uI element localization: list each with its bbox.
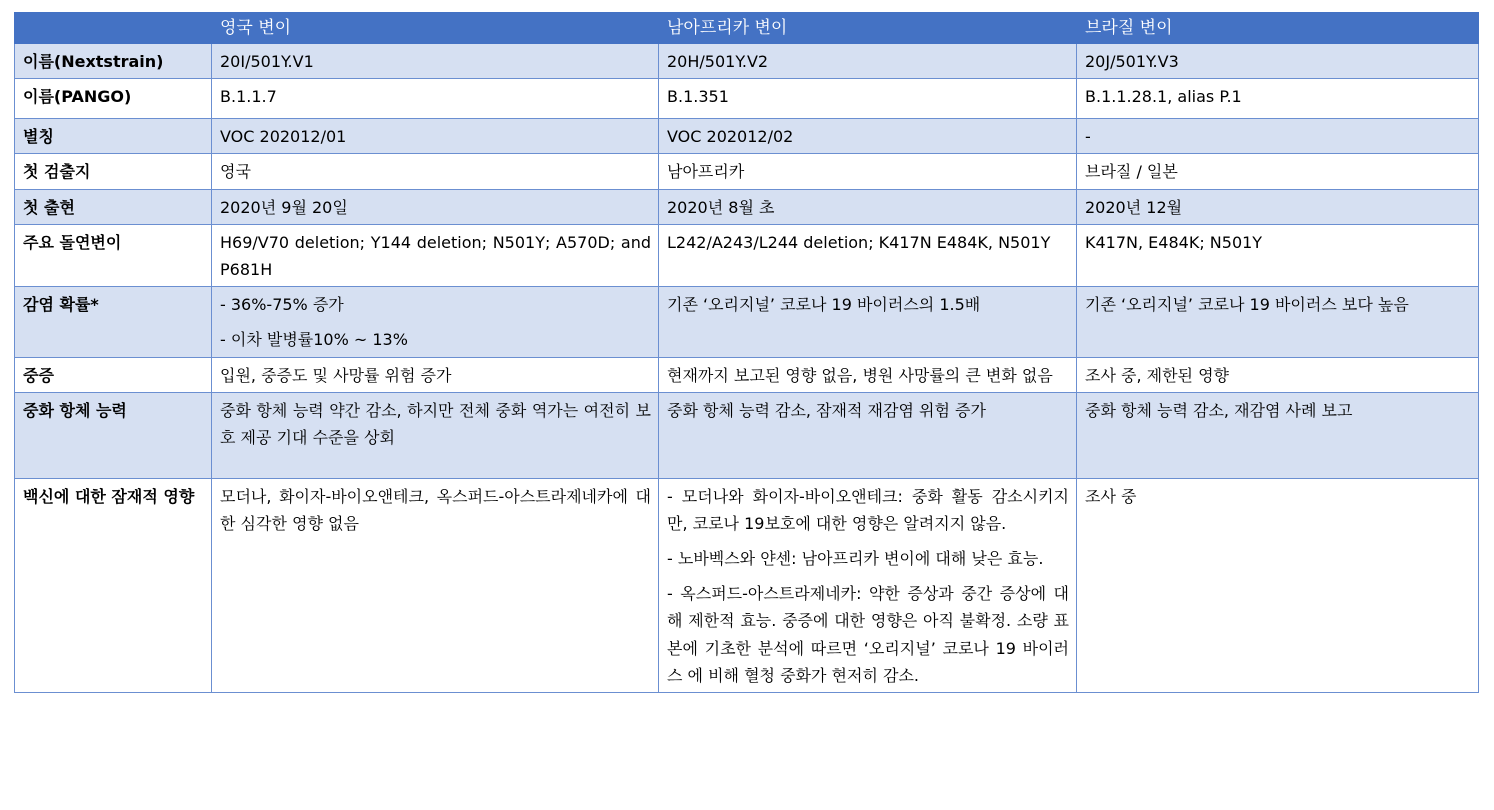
table-row [15, 44, 1479, 79]
row-label-first-emergence: 첫 출현 [15, 189, 212, 224]
row-label-key-mutations: 주요 돌연변이 [15, 224, 212, 286]
list-item: - 36%-75% 증가 [220, 295, 344, 315]
cell-br: B.1.1.28.1, alias P.1 [1077, 79, 1479, 119]
cell-sa: 20H/501Y.V2 [659, 44, 1077, 79]
row-label-neutralization: 중화 항체 능력 [15, 392, 212, 478]
table-row [15, 189, 1479, 224]
cell-br: 조사 중 [1077, 478, 1479, 692]
table-header-row [15, 13, 1479, 44]
table-row [15, 224, 1479, 286]
list-item: - 모더나와 화이자-바이오앤테크: 중화 활동 감소시키지만, 코로나 19보호에 대한 영향은 알려지지 않음. [667, 486, 1069, 533]
cell-br: 2020년 12월 [1077, 189, 1479, 224]
cell-uk: H69/V70 deletion; Y144 deletion; N501Y; A570D; and P681H [212, 224, 659, 286]
cell-sa: 중화 항체 능력 감소, 잠재적 재감염 위험 증가 [659, 392, 1077, 478]
table-row [15, 119, 1479, 154]
cell-sa: B.1.351 [659, 79, 1077, 119]
table-row [15, 79, 1479, 119]
cell-sa: L242/A243/L244 deletion; K417N E484K, N501Y [659, 224, 1077, 286]
row-label-vaccine-impact: 백신에 대한 잠재적 영향 [15, 478, 212, 692]
cell-sa: VOC 202012/02 [659, 119, 1077, 154]
cell-br: 중화 항체 능력 감소, 재감염 사례 보고 [1077, 392, 1479, 478]
row-label-alias: 별칭 [15, 119, 212, 154]
cell-sa [659, 478, 1077, 692]
list-item: - 이차 발병률10% ~ 13% [220, 330, 408, 350]
cell-sa: 남아프리카 [659, 154, 1077, 189]
cell-uk: B.1.1.7 [212, 79, 659, 119]
row-label-transmissibility: 감염 확률* [15, 287, 212, 357]
cell-br: - [1077, 119, 1479, 154]
row-label-pango: 이름(PANGO) [15, 79, 212, 119]
cell-uk: 2020년 9월 20일 [212, 189, 659, 224]
row-label-first-detected: 첫 검출지 [15, 154, 212, 189]
cell-br: K417N, E484K; N501Y [1077, 224, 1479, 286]
cell-uk: 20I/501Y.V1 [212, 44, 659, 79]
variant-comparison-table [14, 12, 1479, 693]
cell-br: 기존 ‘오리지널’ 코로나 19 바이러스 보다 높음 [1077, 287, 1479, 357]
table-row [15, 287, 1479, 357]
cell-br: 20J/501Y.V3 [1077, 44, 1479, 79]
list-item: - 옥스퍼드-아스트라제네카: 약한 증상과 중간 증상에 대해 제한적 효능. 중증에 대한 영향은 아직 불확정. 소량 표본에 기초한 분석에 따르면 ‘오리지널’ 코로나 19 바이러스 에 비해 혈청 중화가 현저히 감소. [667, 584, 1069, 685]
table-row [15, 392, 1479, 478]
row-label-severity: 중증 [15, 357, 212, 392]
header-brazil-variant: 브라질 변이 [1077, 13, 1479, 44]
header-corner [15, 13, 212, 44]
cell-br: 조사 중, 제한된 영향 [1077, 357, 1479, 392]
table-row [15, 154, 1479, 189]
cell-uk [212, 287, 659, 357]
cell-uk: 입원, 중증도 및 사망률 위험 증가 [212, 357, 659, 392]
header-sa-variant: 남아프리카 변이 [659, 13, 1077, 44]
cell-sa: 현재까지 보고된 영향 없음, 병원 사망률의 큰 변화 없음 [659, 357, 1077, 392]
cell-uk: 중화 항체 능력 약간 감소, 하지만 전체 중화 역가는 여전히 보호 제공 기대 수준을 상회 [212, 392, 659, 478]
header-uk-variant: 영국 변이 [212, 13, 659, 44]
cell-uk: VOC 202012/01 [212, 119, 659, 154]
row-label-nextstrain: 이름(Nextstrain) [15, 44, 212, 79]
cell-uk: 모더나, 화이자-바이오앤테크, 옥스퍼드-아스트라제네카에 대한 심각한 영향 없음 [212, 478, 659, 692]
cell-uk: 영국 [212, 154, 659, 189]
table-row [15, 357, 1479, 392]
cell-sa: 2020년 8월 초 [659, 189, 1077, 224]
list-item: - 노바벡스와 얀센: 남아프리카 변이에 대해 낮은 효능. [667, 549, 1044, 569]
table-row [15, 478, 1479, 692]
cell-br: 브라질 / 일본 [1077, 154, 1479, 189]
cell-sa: 기존 ‘오리지널’ 코로나 19 바이러스의 1.5배 [659, 287, 1077, 357]
